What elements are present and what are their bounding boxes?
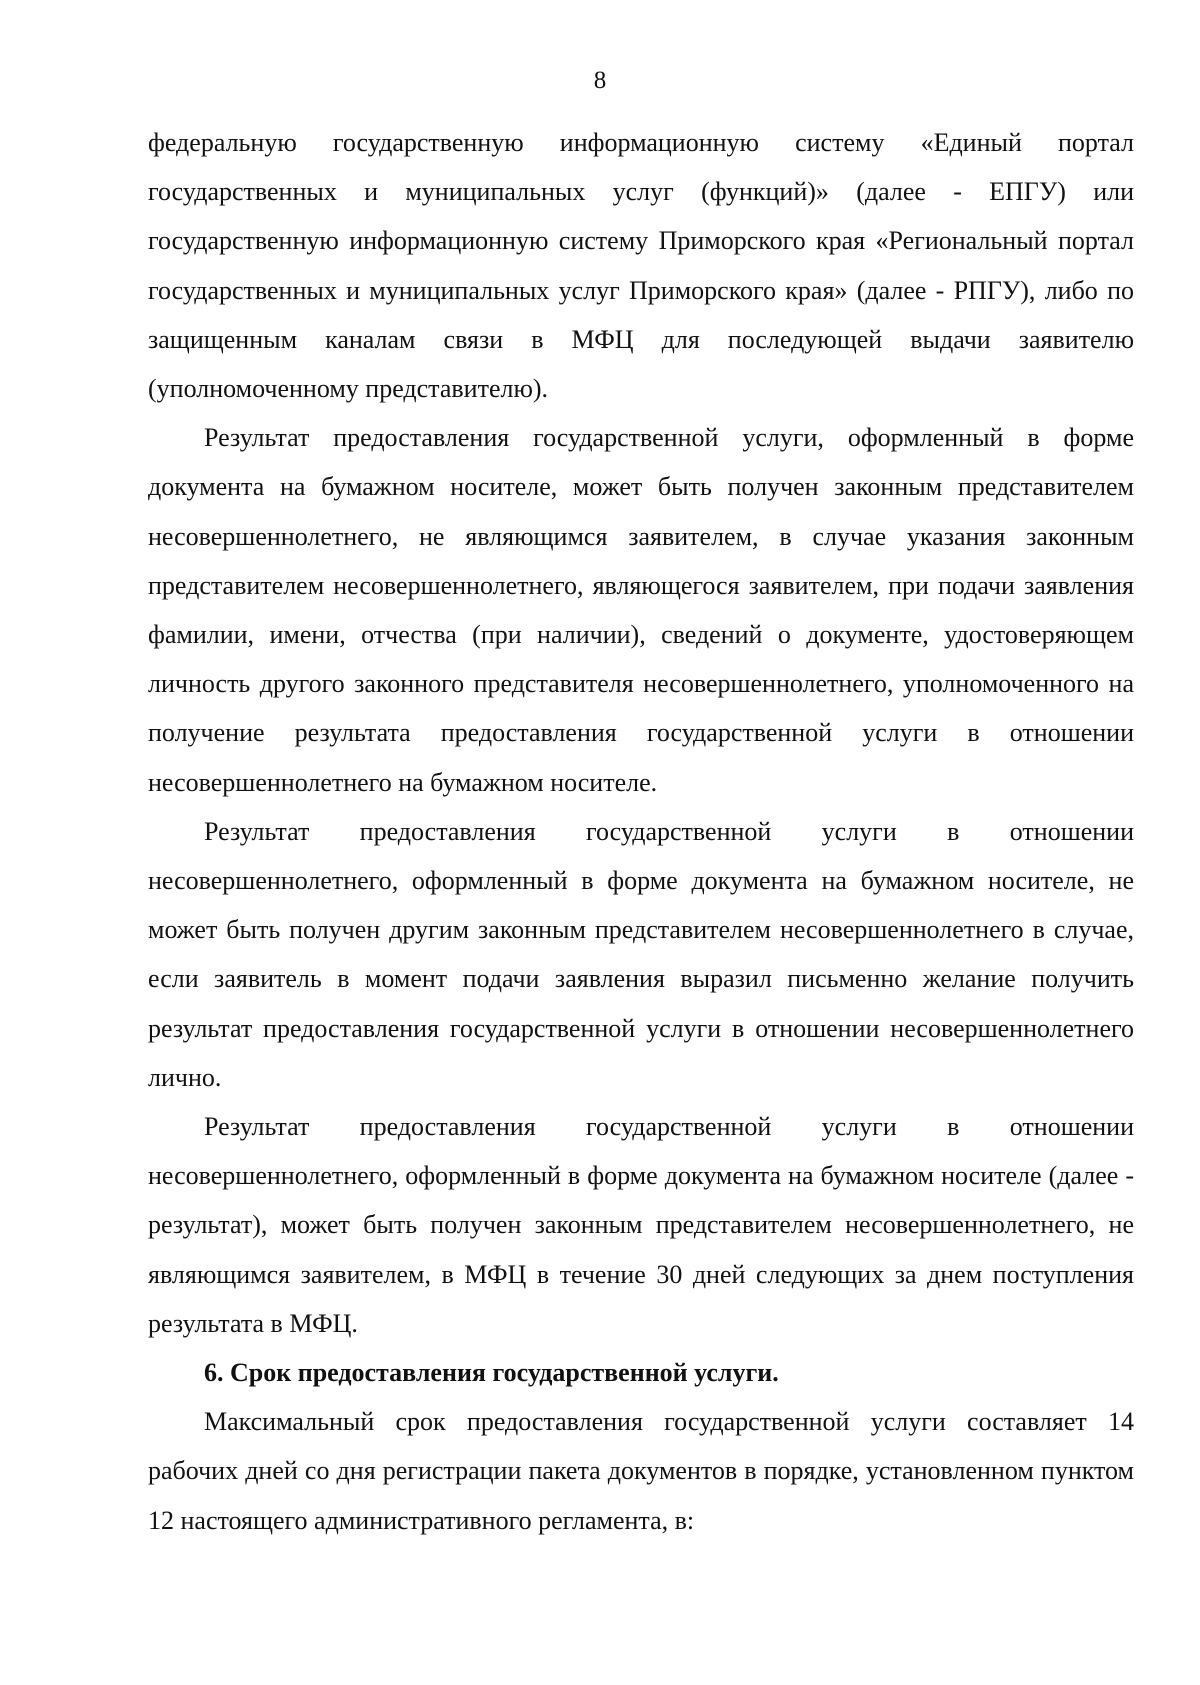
paragraph-result-not-obtainable: Результат предоставления государственной услуги в отношении несовершеннолетнего, оформленный в форме документа на бумажном носителе, не может быть получен другим законным представителем несовершеннолетнего в случае, если заявитель в момент подачи заявления выразил письменно желание получить результат предоставления государственной услуги в отношении несовершеннолетнего лично. [148,816,1134,1092]
section-heading-service-term: 6. Срок предоставления государственной услуги. [204,1358,779,1388]
paragraph-result-mfc-30-days: Результат предоставления государственной услуги в отношении несовершеннолетнего, оформленный в форме документа на бумажном носителе (далее - результат), может быть получен законным представителем несовершеннолетнего, не являющимся заявителем, в МФЦ в течение 30 дней следующих за днем поступления результата в МФЦ. [148,1112,1134,1338]
paragraph-result-paper-other-representative: Результат предоставления государственной услуги, оформленный в форме документа на бумажном носителе, может быть получен законным представителем несовершеннолетнего, не являющимся заявителем, в случае указания законным представителем несовершеннолетнего, являющегося заявителем, при подачи заявления фамилии, имени, отчества (при наличии), сведений о документе, удостоверяющем личность другого законного представителя несовершеннолетнего, уполномоченного на получение результата предоставления государственной услуги в отношении несовершеннолетнего на бумажном носителе. [148,423,1134,797]
paragraph-max-term: Максимальный срок предоставления государственной услуги составляет 14 рабочих дней со дня регистрации пакета документов в порядке, установленном пунктом 12 настоящего административного регламента, в: [148,1407,1134,1535]
document-body [148,118,1134,1545]
paragraph-continuation: федеральную государственную информационную систему «Единый портал государственных и муниципальных услуг (функций)» (далее - ЕПГУ) или государственную информационную систему Приморского края «Региональный портал государственных и муниципальных услуг Приморского края» (далее - РПГУ), либо по защищенным каналам связи в МФЦ для последующей выдачи заявителю (уполномоченному представителю). [148,128,1134,404]
page-number: 8 [593,67,607,94]
